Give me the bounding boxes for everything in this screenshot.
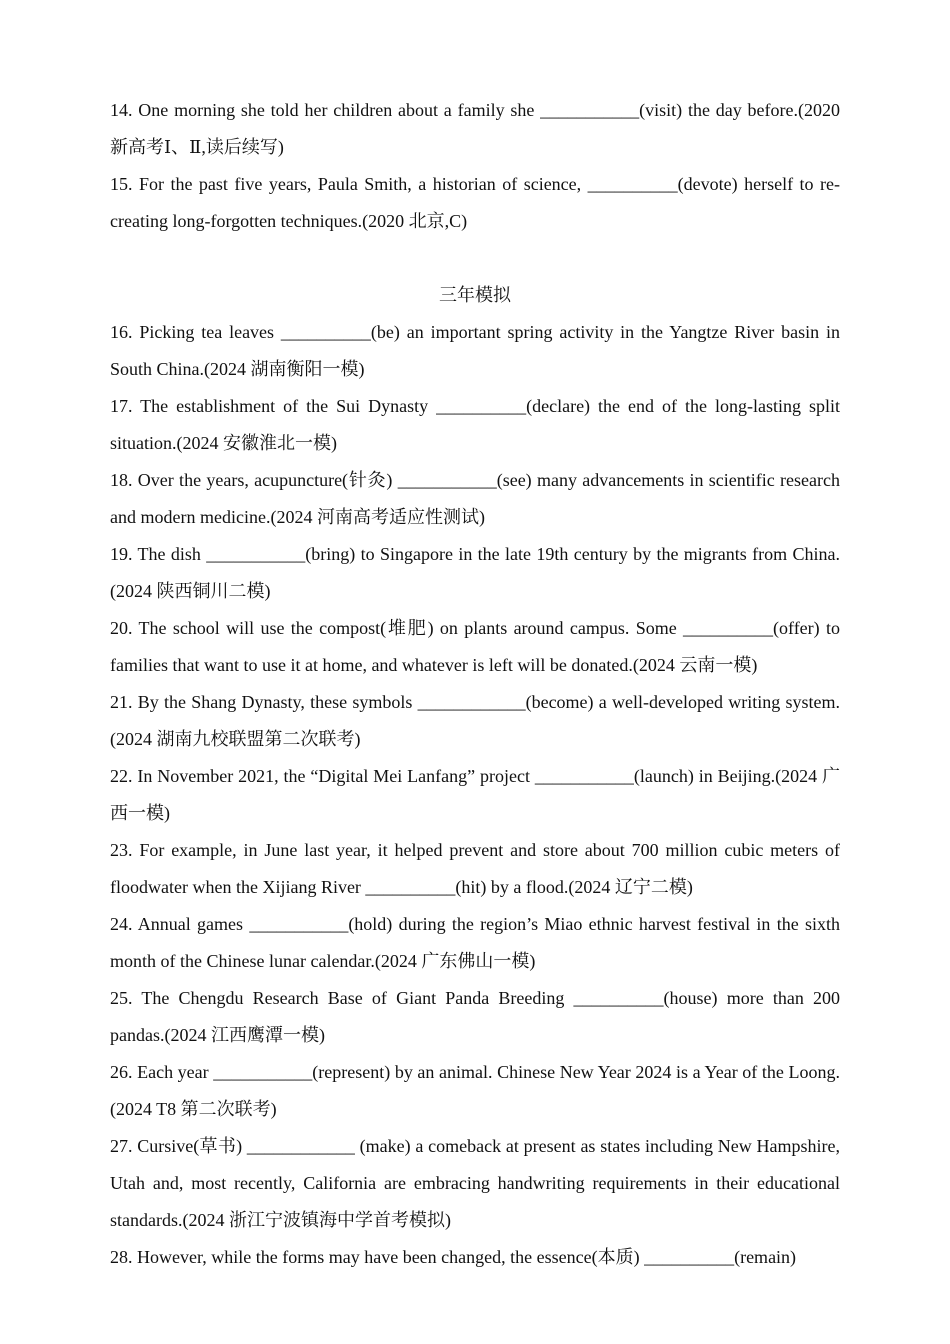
question-23: 23. For example, in June last year, it helped prevent and store about 700 million cubic meters of floodwater when the Xijiang River __________(hit) by a flood.(2024 辽宁二模) (110, 840, 840, 897)
question-25: 25. The Chengdu Research Base of Giant Panda Breeding __________(house) more than 200 pandas.(2024 江西鹰潭一模) (110, 988, 840, 1045)
question-17: 17. The establishment of the Sui Dynasty __________(declare) the end of the long-lasting split situation.(2024 安徽淮北一模) (110, 396, 840, 453)
question-24: 24. Annual games ___________(hold) during the region’s Miao ethnic harvest festival in the sixth month of the Chinese lunar calendar.(2024 广东佛山一模) (110, 914, 840, 971)
document-page (110, 92, 840, 1276)
question-28: 28. However, while the forms may have been changed, the essence(本质) __________(remain) (110, 1247, 797, 1267)
question-26: 26. Each year ___________(represent) by an animal. Chinese New Year 2024 is a Year of the Loong.(2024 T8 第二次联考) (110, 1062, 840, 1119)
question-22: 22. In November 2021, the “Digital Mei Lanfang” project ___________(launch) in Beijing.(2024 广西一模) (110, 766, 840, 823)
question-16: 16. Picking tea leaves __________(be) an important spring activity in the Yangtze River basin in South China.(2024 湖南衡阳一模) (110, 322, 840, 379)
question-15: 15. For the past five years, Paula Smith, a historian of science, __________(devote) herself to re-creating long-forgotten techniques.(2020 北京,C) (110, 174, 840, 231)
question-14: 14. One morning she told her children about a family she ___________(visit) the day before.(2020 新高考Ⅰ、Ⅱ,读后续写) (110, 100, 840, 157)
question-19: 19. The dish ___________(bring) to Singapore in the late 19th century by the migrants from China.(2024 陕西铜川二模) (110, 544, 840, 601)
question-18: 18. Over the years, acupuncture(针灸) ___________(see) many advancements in scientific research and modern medicine.(2024 河南高考适应性测试) (110, 470, 840, 527)
question-21: 21. By the Shang Dynasty, these symbols ____________(become) a well-developed writing system.(2024 湖南九校联盟第二次联考) (110, 692, 840, 749)
question-20: 20. The school will use the compost(堆肥) on plants around campus. Some __________(offer) to families that want to use it at home, and whatever is left will be donated.(2024 云南一模) (110, 618, 840, 675)
section-title: 三年模拟 (439, 285, 511, 305)
question-27: 27. Cursive(草书) ____________ (make) a comeback at present as states including New Hampshire, Utah and, most recently, California are embracing handwriting requirements in their educational standards.(2024 浙江宁波镇海中学首考模拟) (110, 1136, 840, 1230)
section-spacer (110, 240, 840, 277)
